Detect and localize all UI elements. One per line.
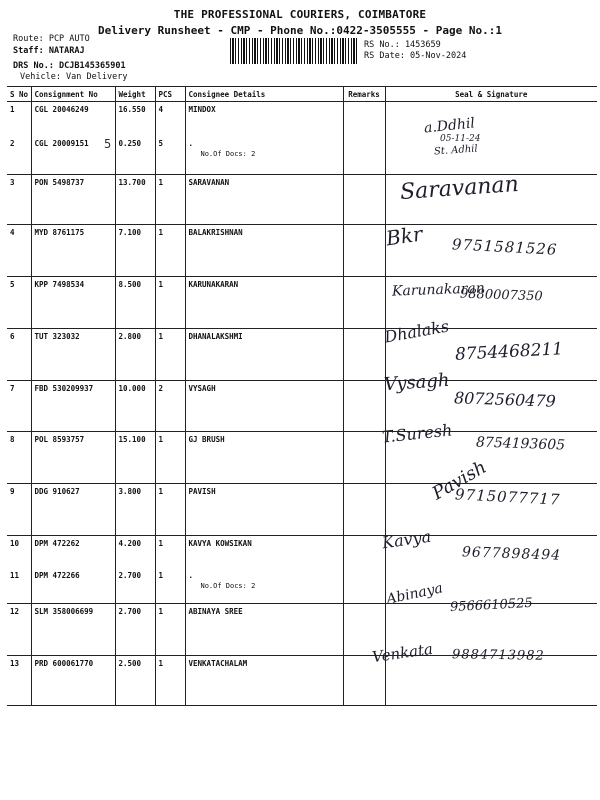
vehicle-label: Vehicle: Van Delivery bbox=[20, 72, 128, 82]
cell-sno: 2 bbox=[7, 136, 31, 175]
cell-pcs: 1 bbox=[155, 536, 185, 568]
cell-weight: 2.500 bbox=[115, 656, 155, 706]
cell-pcs: 1 bbox=[155, 604, 185, 656]
cell-consignee: ABINAYA SREE bbox=[185, 604, 343, 656]
cell-weight: 7.100 bbox=[115, 225, 155, 277]
cell-weight: 3.800 bbox=[115, 484, 155, 536]
cell-consignment: TUT 323032 bbox=[31, 329, 115, 381]
table-header-row bbox=[7, 87, 597, 102]
cell-weight: 15.100 bbox=[115, 432, 155, 484]
handwritten-signature: a.Ddhil bbox=[423, 115, 476, 137]
cell-consignment: CGL 20046249 bbox=[31, 102, 115, 136]
cell-consignee: GJ BRUSH bbox=[185, 432, 343, 484]
handwritten-phone: 9566610525 bbox=[449, 595, 534, 616]
runsheet-title: Delivery Runsheet - CMP - Phone No.:0422-3505555 - Page No.:1 bbox=[98, 24, 502, 37]
cell-consignment: PON 5498737 bbox=[31, 175, 115, 225]
cell-consignment: MYD 8761175 bbox=[31, 225, 115, 277]
cell-pcs: 1 bbox=[155, 175, 185, 225]
handwritten-tick: 5 bbox=[104, 137, 112, 151]
barcode bbox=[230, 38, 358, 64]
handwritten-signature: Vysagh bbox=[383, 369, 451, 396]
handwritten-phone: 8754193605 bbox=[475, 434, 566, 454]
handwritten-phone: 9677898494 bbox=[461, 544, 562, 564]
cell-weight: 16.550 bbox=[115, 102, 155, 136]
cell-signature bbox=[385, 136, 597, 175]
handwritten-date: 05-11-24 bbox=[440, 134, 481, 144]
cell-sno: 9 bbox=[7, 484, 31, 536]
cell-consignee: PAVISH bbox=[185, 484, 343, 536]
cell-sno: 6 bbox=[7, 329, 31, 381]
rs-number: RS No.: 1453659 bbox=[364, 40, 441, 50]
docs-count: No.Of Docs: 2 bbox=[200, 149, 256, 158]
handwritten-phone: 8072560479 bbox=[453, 388, 557, 411]
handwritten-signature: Kavya bbox=[380, 526, 433, 553]
col-header-signature: Seal & Signature bbox=[385, 87, 597, 102]
staff-label: Staff: NATARAJ bbox=[13, 46, 85, 56]
cell-consignee: DHANALAKSHMI bbox=[185, 329, 343, 381]
table-row bbox=[7, 102, 597, 136]
cell-remarks bbox=[343, 175, 385, 225]
cell-sno: 4 bbox=[7, 225, 31, 277]
cell-consignment: SLM 358006699 bbox=[31, 604, 115, 656]
cell-consignee: SARAVANAN bbox=[185, 175, 343, 225]
cell-consignee bbox=[185, 136, 343, 175]
cell-sno: 5 bbox=[7, 277, 31, 329]
cell-sno: 10 bbox=[7, 536, 31, 568]
cell-pcs: 1 bbox=[155, 568, 185, 604]
cell-sno: 11 bbox=[7, 568, 31, 604]
cell-remarks bbox=[343, 536, 385, 568]
cell-pcs: 1 bbox=[155, 656, 185, 706]
handwritten-signature: Abinaya bbox=[384, 580, 445, 608]
cell-pcs: 2 bbox=[155, 381, 185, 432]
cell-consignee: BALAKRISHNAN bbox=[185, 225, 343, 277]
cell-weight: 4.200 bbox=[115, 536, 155, 568]
cell-weight: 13.700 bbox=[115, 175, 155, 225]
cell-consignee: VYSAGH bbox=[185, 381, 343, 432]
cell-consignee bbox=[185, 568, 343, 604]
handwritten-phone: 9880007350 bbox=[459, 286, 543, 305]
consignee-text: . bbox=[188, 138, 194, 148]
cell-consignment: DPM 472266 bbox=[31, 568, 115, 604]
cell-remarks bbox=[343, 568, 385, 604]
cell-consignment: POL 8593757 bbox=[31, 432, 115, 484]
cell-pcs: 1 bbox=[155, 277, 185, 329]
handwritten-signature: Karunakaran bbox=[391, 280, 486, 300]
cell-signature bbox=[385, 102, 597, 136]
cell-remarks bbox=[343, 432, 385, 484]
handwritten-phone: 9884713982 bbox=[451, 647, 545, 664]
col-header-consignment: Consignment No bbox=[31, 87, 115, 102]
cell-remarks bbox=[343, 484, 385, 536]
cell-consignee: MINDOX bbox=[185, 102, 343, 136]
cell-pcs: 1 bbox=[155, 484, 185, 536]
cell-weight: 2.700 bbox=[115, 568, 155, 604]
cell-sno: 3 bbox=[7, 175, 31, 225]
cell-consignment: KPP 7498534 bbox=[31, 277, 115, 329]
cell-weight: 2.800 bbox=[115, 329, 155, 381]
cell-remarks bbox=[343, 136, 385, 175]
cell-consignee: VENKATACHALAM bbox=[185, 656, 343, 706]
col-header-sno: S No bbox=[7, 87, 31, 102]
handwritten-signature: T.Suresh bbox=[381, 420, 454, 447]
cell-consignment: PRD 600061770 bbox=[31, 656, 115, 706]
col-header-weight: Weight bbox=[115, 87, 155, 102]
table-row bbox=[7, 136, 597, 175]
cell-consignment: FBD 530209937 bbox=[31, 381, 115, 432]
cell-remarks bbox=[343, 277, 385, 329]
col-header-remarks: Remarks bbox=[343, 87, 385, 102]
cell-remarks bbox=[343, 381, 385, 432]
route-label: Route: PCP AUTO bbox=[13, 34, 90, 44]
cell-consignment: DPM 472262 bbox=[31, 536, 115, 568]
cell-pcs: 1 bbox=[155, 432, 185, 484]
handwritten-signature: Venkata bbox=[371, 639, 434, 667]
handwritten-signature: Pavish bbox=[428, 456, 491, 505]
col-header-consignee: Consignee Details bbox=[185, 87, 343, 102]
cell-pcs: 1 bbox=[155, 329, 185, 381]
handwritten-signature: St. Adhil bbox=[433, 143, 479, 158]
drs-number: DRS No.: DCJB145365901 bbox=[13, 61, 126, 71]
cell-remarks bbox=[343, 102, 385, 136]
cell-consignee: KAVYA KOWSIKAN bbox=[185, 536, 343, 568]
cell-weight: 2.700 bbox=[115, 604, 155, 656]
handwritten-signature: Bkr bbox=[384, 221, 424, 251]
cell-sno: 1 bbox=[7, 102, 31, 136]
cell-remarks bbox=[343, 329, 385, 381]
handwritten-phone: 8754468211 bbox=[454, 339, 564, 365]
cell-pcs: 5 bbox=[155, 136, 185, 175]
cell-signature bbox=[385, 656, 597, 706]
handwritten-signature: Dhalaks bbox=[382, 316, 451, 347]
cell-sno: 7 bbox=[7, 381, 31, 432]
docs-count: No.Of Docs: 2 bbox=[200, 581, 256, 590]
cell-pcs: 1 bbox=[155, 225, 185, 277]
handwritten-phone: 9715077717 bbox=[454, 485, 561, 509]
consignee-text: . bbox=[188, 570, 194, 580]
cell-consignment: DDG 910627 bbox=[31, 484, 115, 536]
cell-weight: 0.250 bbox=[115, 136, 155, 175]
cell-remarks bbox=[343, 225, 385, 277]
cell-weight: 10.000 bbox=[115, 381, 155, 432]
cell-sno: 12 bbox=[7, 604, 31, 656]
cell-sno: 8 bbox=[7, 432, 31, 484]
handwritten-phone: 9751581526 bbox=[451, 235, 558, 259]
cell-weight: 8.500 bbox=[115, 277, 155, 329]
handwritten-signature: Saravanan bbox=[399, 171, 520, 206]
company-title: THE PROFESSIONAL COURIERS, COIMBATORE bbox=[173, 8, 427, 21]
col-header-pcs: PCS bbox=[155, 87, 185, 102]
cell-consignee: KARUNAKARAN bbox=[185, 277, 343, 329]
cell-pcs: 4 bbox=[155, 102, 185, 136]
cell-sno: 13 bbox=[7, 656, 31, 706]
rs-date: RS Date: 05-Nov-2024 bbox=[364, 51, 467, 61]
cell-consignment: CGL 20009151 bbox=[31, 136, 115, 175]
